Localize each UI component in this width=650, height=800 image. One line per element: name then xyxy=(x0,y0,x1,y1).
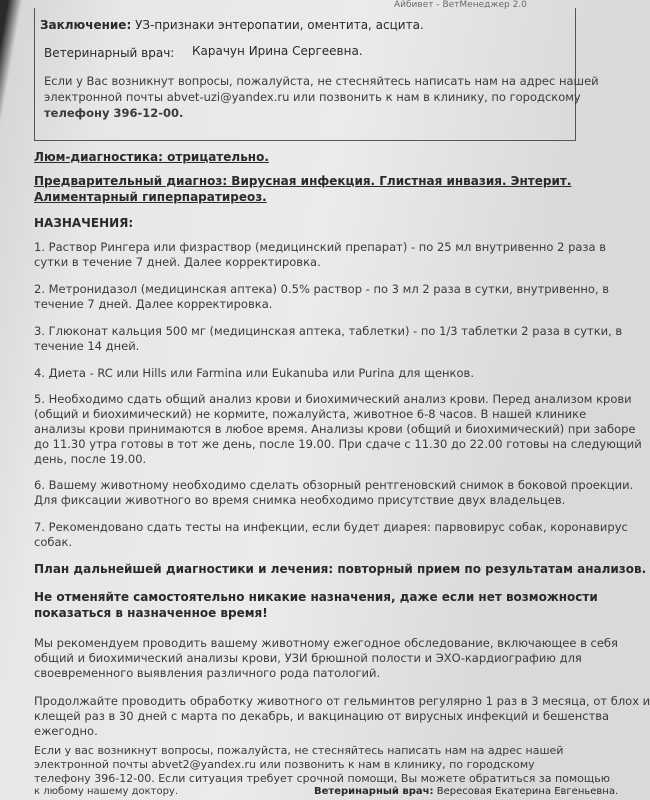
lum-diagnostics: Люм-диагностика: отрицательно. xyxy=(34,150,269,164)
contact1-line-3: телефону 396-12-00. xyxy=(44,106,184,120)
prescriptions-title: НАЗНАЧЕНИЯ: xyxy=(34,216,134,230)
warning-line-2: показаться в назначенное время! xyxy=(34,606,268,620)
rec1-line-1: Мы рекомендуем проводить вашему животному ежегодное обследование, включающее в себя xyxy=(34,636,618,650)
contact1-line-2: электронной почты abvet-uzi@yandex.ru или позвонить к нам в клинику, по городскому xyxy=(44,90,581,104)
prescription-5-line-5: день, после 19.00. xyxy=(34,452,147,466)
prescription-5-line-1: 5. Необходимо сдать общий анализ крови и биохимический анализ крови. Перед анализом крови xyxy=(34,392,632,406)
prescription-1-line-2: сутки в течение 7 дней. Далее корректировка. xyxy=(34,255,321,269)
document-page xyxy=(14,0,650,800)
prescription-7-line-1: 7. Рекомендовано сдать тесты на инфекции, если будет диарея: парвовирус собак, коронавирус xyxy=(34,520,628,534)
prescription-5-line-4: до 11.30 утра готовы в тот же день, после 19.00. При сдаче с 11.30 до 22.00 готовы на следующий xyxy=(34,437,642,451)
vet2-name: Вересовая Екатерина Евгеньевна. xyxy=(436,786,619,797)
prescription-6-line-1: 6. Вашему животному необходимо сделать обзорный рентгеновский снимок в боковой проекции. xyxy=(34,478,634,492)
prelim-diagnosis-2: Алиментарный гиперпаратиреоз. xyxy=(34,190,267,204)
app-header: Айбивет - ВетМенеджер 2.0 xyxy=(394,0,527,10)
prescription-5-line-3: анализы крови принимаются в любое время. Анализы крови (общий и биохимический) при заборе xyxy=(34,422,636,436)
prescription-4: 4. Диета - RC или Hills или Farmina или Eukanuba или Purina для щенков. xyxy=(34,366,474,380)
conclusion-line xyxy=(40,18,424,32)
contact1-line-1: Если у Вас возникнут вопросы, пожалуйста, не стесняйтесь написать нам на адрес нашей xyxy=(44,74,599,88)
rec2-line-2: клещей раз в 30 дней с марта по декабрь, и вакцинацию от вирусных инфекций и бешенства xyxy=(34,709,610,723)
prescription-3-line-1: 3. Глюконат кальция 500 мг (медицинская аптека, таблетки) - по 1/3 таблетки 2 раза в сутки, в xyxy=(34,324,623,338)
prescription-7-line-2: собак. xyxy=(34,535,73,549)
conclusion-label: Заключение: xyxy=(40,18,132,32)
vet2-line xyxy=(314,786,618,797)
plan-line: План дальнейшей диагностики и лечения: повторный прием по результатам анализов. xyxy=(34,562,647,576)
prescription-2-line-2: течение 7 дней. Далее корректировка. xyxy=(34,297,273,311)
prescription-6-line-2: Для фиксации животного во время снимка необходимо присутствие двух владельцев. xyxy=(34,493,566,507)
vet1-label: Ветеринарный врач: xyxy=(44,46,175,60)
prescription-5-line-2: (общий и биохимический) не кормите, пожалуйста, животное 6-8 часов. В нашей клинике xyxy=(34,407,587,421)
prescription-2-line-1: 2. Метронидазол (медицинская аптека) 0.5% раствор - по 3 мл 2 раза в сутки, внутривенно, в xyxy=(34,282,610,296)
vet1-name: Карачун Ирина Сергеевна. xyxy=(192,44,363,58)
vet2-label: Ветеринарный врач: xyxy=(314,786,434,797)
prescription-1-line-1: 1. Раствор Рингера или физраствор (медицинский препарат) - по 25 мл внутривенно 2 раза в xyxy=(34,240,607,254)
prescription-3-line-2: течение 14 дней. xyxy=(34,339,140,353)
rec2-line-1: Продолжайте проводить обработку животного от гельминтов регулярно 1 раз в 3 месяца, от блох и xyxy=(34,694,650,708)
contact2-line-1: Если у вас возникнут вопросы, пожалуйста, не стесняйтесь написать нам на адрес нашей xyxy=(34,744,564,757)
rec2-line-3: ежегодно. xyxy=(34,724,98,738)
conclusion-text: УЗ-признаки энтеропатии, оментита, асцита. xyxy=(135,18,424,32)
contact2-line-3: телефону 396-12-00. Если ситуация требует срочной помощи, Вы можете обратиться за помощью xyxy=(34,772,611,785)
contact2-line-2: электронной почты abvet2@yandex.ru или позвонить к нам в клинику, по городскому xyxy=(34,758,535,771)
rec1-line-3: своевременного выявления различного рода патологий. xyxy=(34,666,381,680)
contact2-line-4: к любому нашему доктору. xyxy=(34,786,179,797)
rec1-line-2: общий и биохимический анализы крови, УЗИ брюшной полости и ЭХО-кардиографию для xyxy=(34,651,582,665)
prelim-diagnosis-1: Предварительный диагноз: Вирусная инфекция. Глистная инвазия. Энтерит. xyxy=(34,174,572,188)
warning-line-1: Не отменяйте самостоятельно никакие назначения, даже если нет возможности xyxy=(34,590,598,604)
